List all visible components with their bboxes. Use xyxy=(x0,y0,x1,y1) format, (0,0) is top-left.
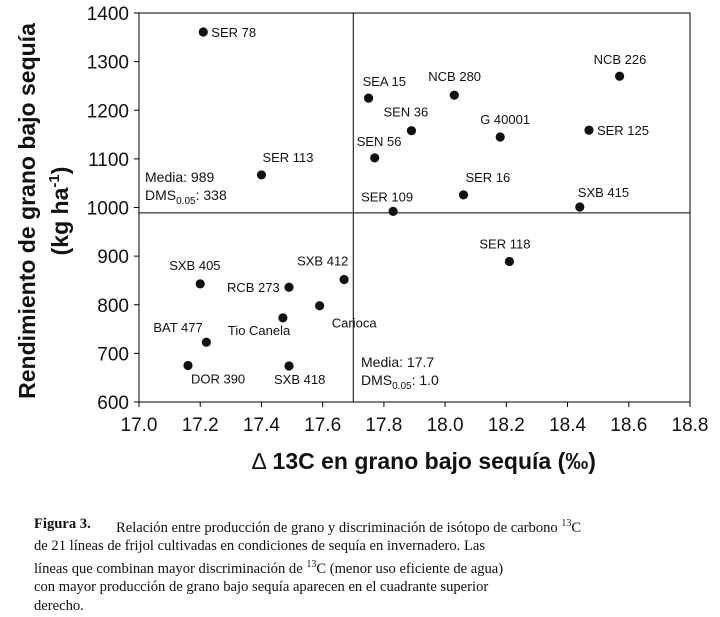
caption-label: Figura 3. xyxy=(34,516,91,532)
y-axis-title-line2: (kg $ha^{-1}$) xyxy=(46,166,73,256)
caption-line1: Relación entre producción de grano y discriminación de isótopo de carbono $^{13}$C xyxy=(116,518,582,536)
point-label: SER 109 xyxy=(361,189,414,205)
x-tick-label: 17.0 xyxy=(120,415,158,436)
x-tick-label: 18.2 xyxy=(487,415,525,436)
y-tick-label: 700 xyxy=(97,344,129,366)
data-point xyxy=(315,301,324,310)
x-mean-label-line1: Media: 17.7 xyxy=(361,354,435,370)
point-label: SXB 412 xyxy=(297,253,349,269)
data-point xyxy=(278,313,287,322)
point-label: NCB 226 xyxy=(593,52,647,68)
y-mean-label-dms: $DMS_{0.05}$: 338 xyxy=(145,187,227,207)
data-point xyxy=(339,275,348,284)
data-point xyxy=(370,153,379,162)
point-label: RCB 273 xyxy=(226,280,280,296)
data-point xyxy=(183,361,192,370)
y-mean-label-line1: Media: 989 xyxy=(145,169,215,185)
point-label: SER 78 xyxy=(211,24,257,40)
point-label: Tio Canela xyxy=(227,322,291,338)
point-label: SER 125 xyxy=(596,123,650,139)
data-point xyxy=(284,361,293,370)
x-mean-label-dms: $DMS_{0.05}$: 1.0 xyxy=(361,372,439,392)
point-label: SER 16 xyxy=(465,169,511,185)
data-point xyxy=(257,170,266,179)
point-label: SEA 15 xyxy=(362,74,406,90)
x-tick-label: 17.6 xyxy=(304,415,342,436)
point-label: SXB 405 xyxy=(169,257,221,273)
point-label: DOR 390 xyxy=(190,371,246,387)
data-point xyxy=(284,283,293,292)
data-points xyxy=(153,25,649,387)
data-point xyxy=(496,132,505,141)
y-axis-title-line1: Rendimiento de grano bajo sequía xyxy=(14,23,40,399)
x-axis-title: ∆ 13C en grano bajo sequía (‰) xyxy=(252,448,596,474)
point-label: SER 118 xyxy=(479,236,531,252)
point-label: G 40001 xyxy=(480,111,531,127)
plot-frame xyxy=(139,13,690,402)
y-tick-label: 1300 xyxy=(86,52,129,74)
data-point xyxy=(202,338,211,347)
point-label: BAT 477 xyxy=(153,320,203,336)
data-point xyxy=(364,93,373,102)
caption-line2: de 21 líneas de frijol cultivadas en condiciones de sequía en invernadero. Las xyxy=(34,538,486,555)
data-point xyxy=(615,72,624,81)
point-label: SXB 418 xyxy=(273,372,326,388)
point-label: SEN 56 xyxy=(356,133,402,149)
x-tick-label: 18.8 xyxy=(671,415,709,436)
point-label: SER 113 xyxy=(262,149,314,165)
x-tick-label: 17.8 xyxy=(365,415,403,436)
x-tick-label: 18.6 xyxy=(610,415,648,436)
y-tick-label: 800 xyxy=(97,295,129,317)
point-label: NCB 280 xyxy=(428,69,482,85)
x-tick-label: 17.4 xyxy=(242,415,280,436)
caption-line5: derecho. xyxy=(34,597,84,614)
data-point xyxy=(388,207,397,216)
y-tick-label: 1000 xyxy=(86,198,129,220)
data-point xyxy=(459,190,468,199)
data-point xyxy=(407,126,416,135)
x-tick-label: 18.0 xyxy=(426,415,464,436)
y-tick-label: 1100 xyxy=(88,149,129,171)
x-tick-label: 17.2 xyxy=(181,415,219,436)
y-axis-ticks xyxy=(87,4,139,414)
caption-line3: líneas que combinan mayor discriminación de $^{13}$C (menor uso eficiente de agua) xyxy=(34,558,504,577)
data-point xyxy=(575,202,584,211)
point-label: Carioca xyxy=(331,315,377,331)
data-point xyxy=(450,91,459,100)
point-label: SEN 36 xyxy=(383,104,429,120)
y-tick-label: 1200 xyxy=(86,101,129,123)
figure-caption xyxy=(34,515,714,615)
caption-line4: con mayor producción de grano bajo sequía aparecen en el cuadrante superior xyxy=(34,579,489,596)
point-label: SXB 415 xyxy=(577,185,630,201)
data-point xyxy=(196,279,205,288)
y-tick-label: 1400 xyxy=(86,4,129,25)
x-tick-label: 18.4 xyxy=(549,415,587,436)
y-tick-label: 600 xyxy=(97,393,129,414)
x-axis-ticks xyxy=(121,402,709,436)
data-point xyxy=(505,257,514,266)
y-tick-label: 900 xyxy=(97,247,129,269)
data-point xyxy=(199,27,208,36)
data-point xyxy=(584,126,593,135)
